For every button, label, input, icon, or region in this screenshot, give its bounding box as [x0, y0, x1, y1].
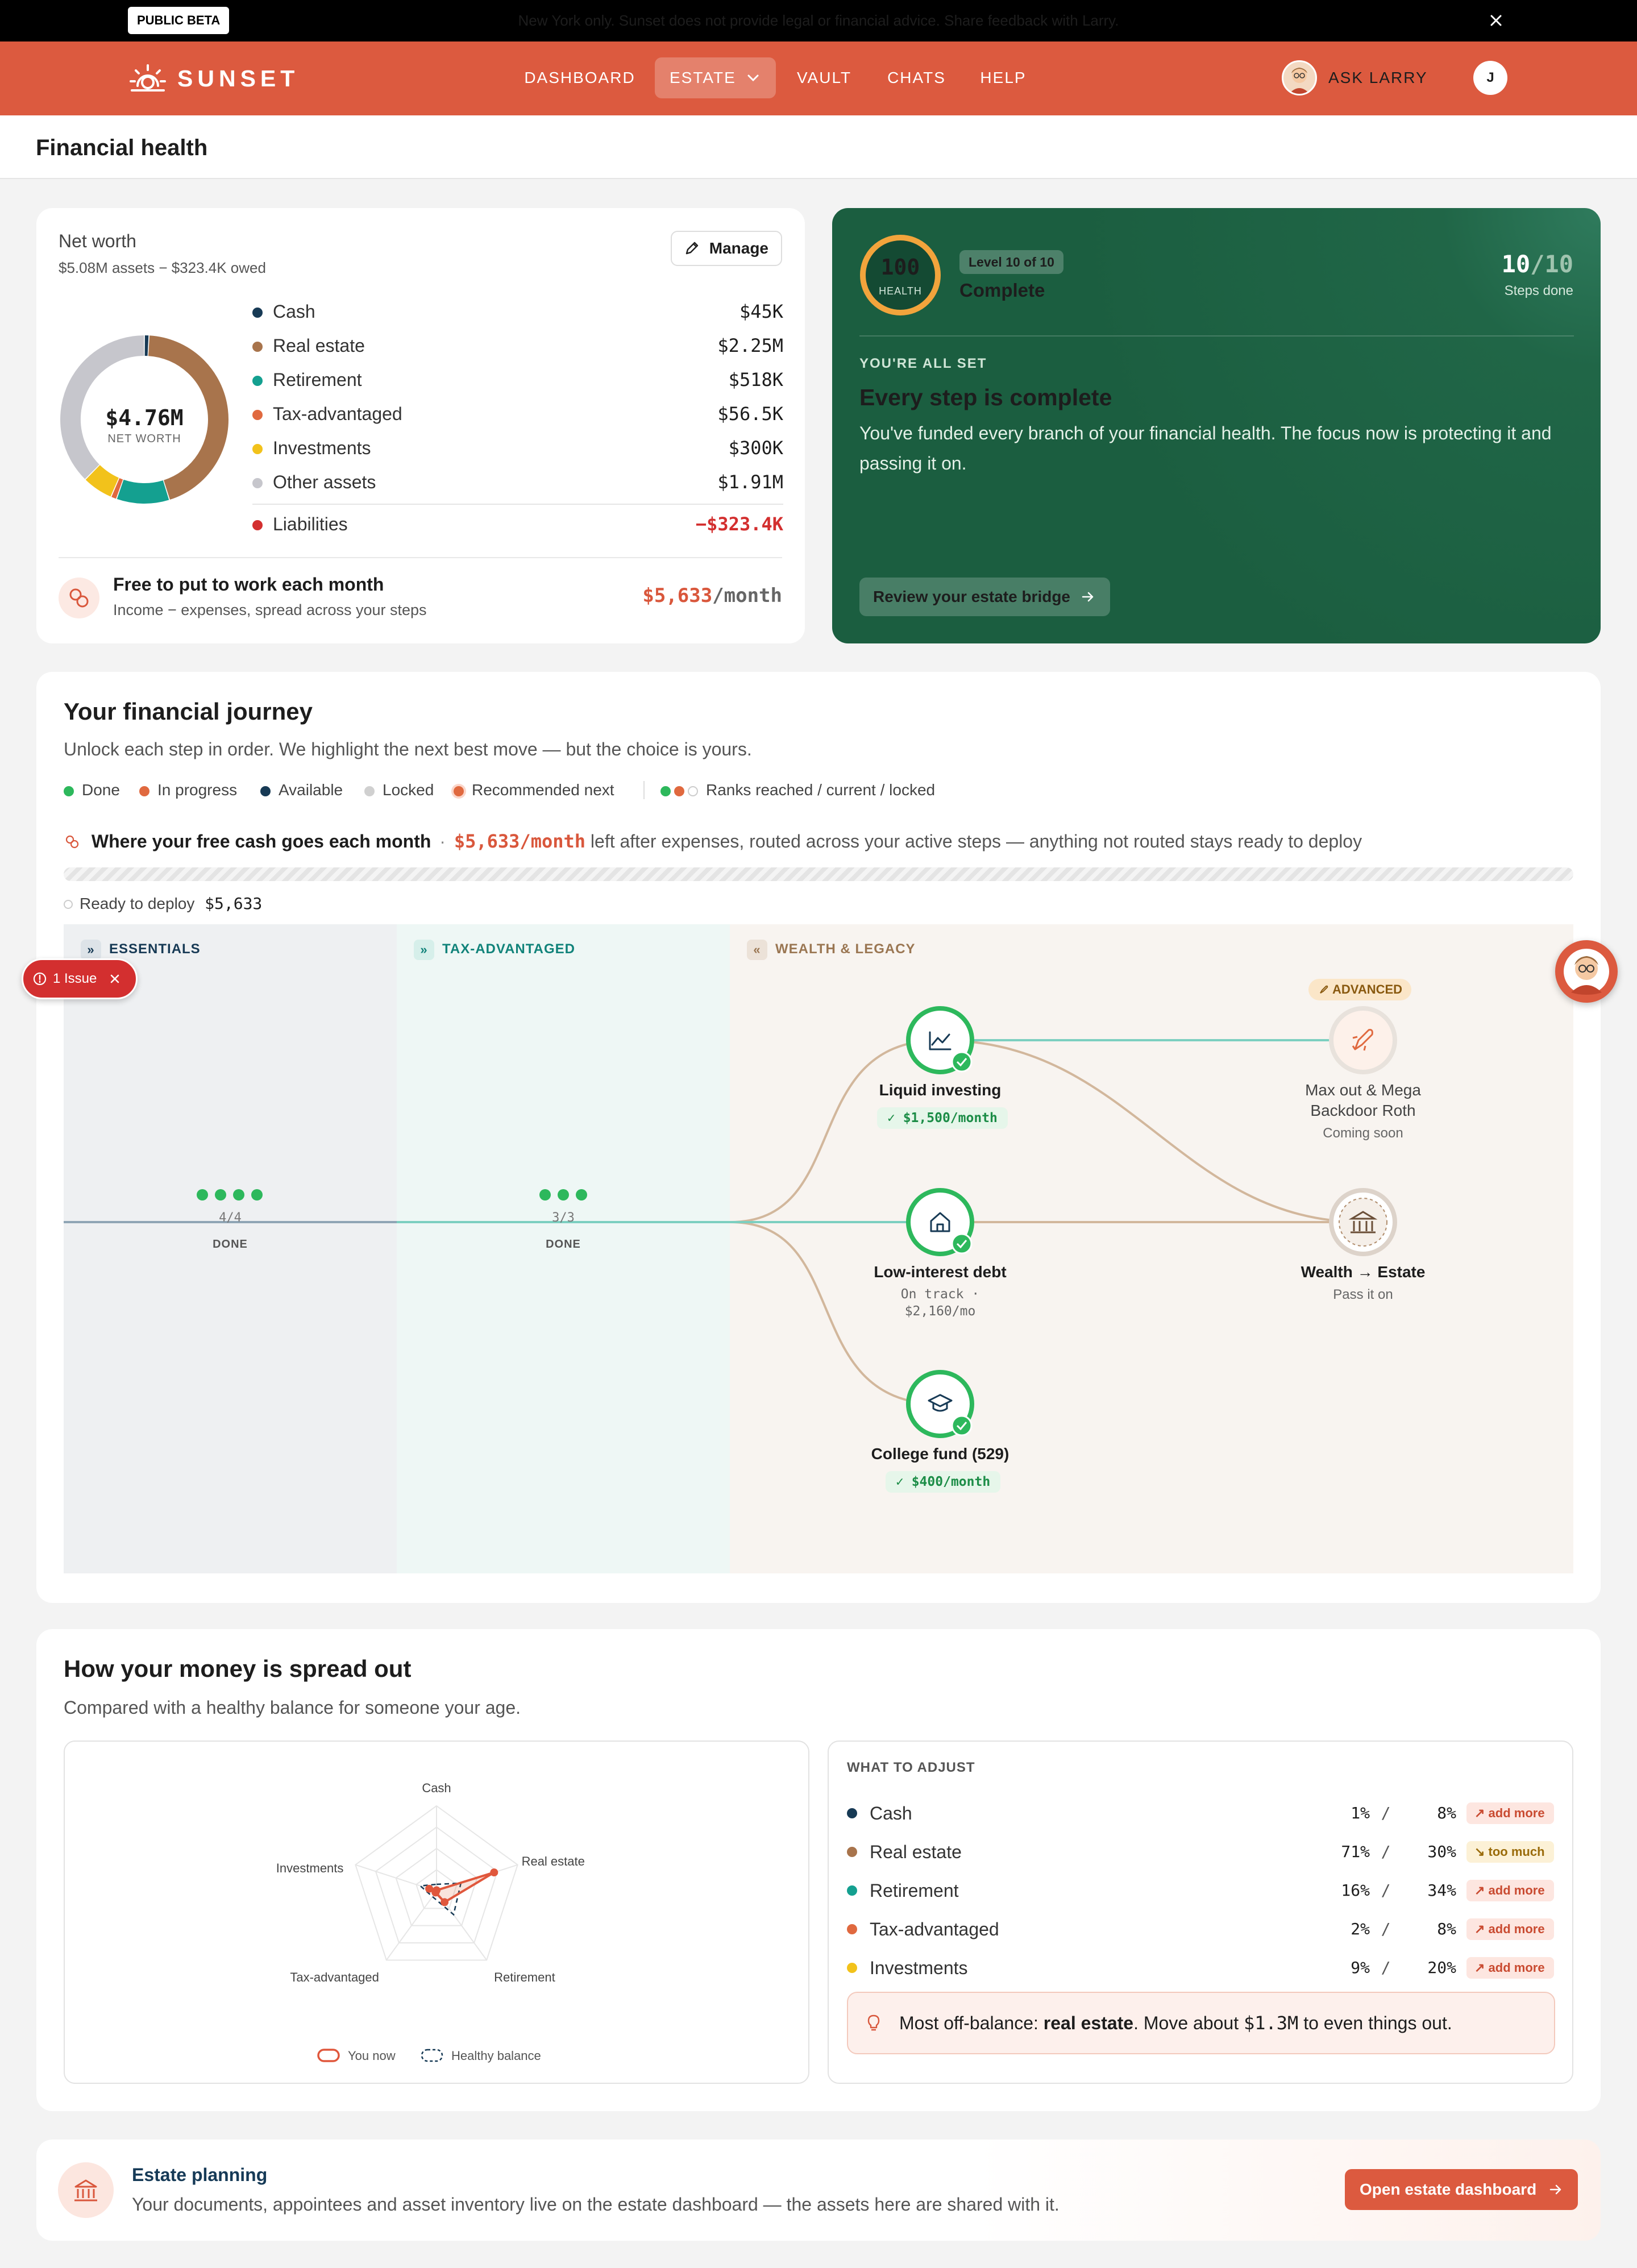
legend-dot: [252, 342, 263, 352]
wealth-estate-status: Pass it on: [1333, 1287, 1393, 1302]
manage-label: Manage: [709, 239, 768, 257]
level-badge: Level 10 of 10: [959, 250, 1063, 274]
node-wealth-estate: [1331, 1190, 1395, 1254]
adjust-name: Cash: [870, 1803, 912, 1823]
cash-routing-label: Where your free cash goes each month: [91, 831, 431, 851]
adjust-dot: [847, 1847, 857, 1857]
essentials-count: 4/4: [219, 1211, 242, 1225]
nav-help[interactable]: HELP: [980, 69, 1027, 86]
adjust-row-tax-advantaged: [847, 1910, 1555, 1949]
tax-count: 3/3: [552, 1211, 575, 1225]
adjust-badge[interactable]: ↗ add more: [1466, 1957, 1554, 1979]
logo-wordmark[interactable]: SUNSET: [177, 65, 300, 92]
adjust-dot: [847, 1963, 857, 1973]
legend-value: $45K: [739, 301, 783, 322]
net-worth-label: Net worth: [59, 231, 136, 251]
all-set-eyebrow: YOU'RE ALL SET: [859, 356, 987, 371]
legend-row-tax-advantaged: [252, 397, 783, 431]
banner-text: New York only. Sunset does not provide legal or financial advice. Share feedback with Larry.: [518, 12, 1119, 29]
radar-point-retirement: [441, 1898, 448, 1906]
legend-dot: [252, 376, 263, 386]
legend-name: Retirement: [273, 369, 362, 390]
legend-recommended: Recommended next: [454, 780, 614, 800]
free-cash-title: Free to put to work each month: [113, 574, 384, 595]
legend-done: Done: [64, 780, 120, 800]
adjust-title: WHAT TO ADJUST: [847, 1760, 975, 1775]
radar-axis-label: Retirement: [494, 1970, 555, 1985]
cash-routing-amount: $5,633/month: [454, 830, 586, 852]
all-set-title: Every step is complete: [859, 384, 1112, 410]
low-interest-debt-amount: $2,160/mo: [904, 1304, 976, 1319]
rocket-icon: [1318, 983, 1330, 996]
legend-ranks: Ranks reached / current / locked: [660, 780, 935, 800]
legend-locked: Locked: [364, 780, 434, 800]
legend-row-cash: [252, 294, 783, 329]
coins-icon: [64, 833, 81, 850]
legend-dot: [252, 478, 263, 488]
close-icon[interactable]: [109, 973, 121, 985]
advice-callout: Most off-balance: real estate. Move about $1.3M to even things out.: [847, 1992, 1555, 2054]
lane-tax-title: » TAX-ADVANTAGED: [414, 937, 575, 962]
low-interest-debt-label[interactable]: Low-interest debt: [874, 1263, 1007, 1281]
legend-row-retirement: [252, 363, 783, 397]
open-estate-dashboard-label: Open estate dashboard: [1360, 2180, 1537, 2198]
liquid-investing-pill: ✓ $1,500/month: [877, 1107, 1008, 1129]
spread-subtitle: Compared with a healthy balance for someone your age.: [64, 1697, 521, 1718]
adjust-row-cash: [847, 1794, 1555, 1833]
adjust-now: 16%: [1341, 1881, 1370, 1900]
liabilities-name: Liabilities: [273, 514, 348, 534]
adjust-now: 2%: [1351, 1920, 1370, 1938]
journey-title: Your financial journey: [64, 698, 313, 725]
legend-value: $2.25M: [717, 335, 783, 356]
lane-essentials-title: » ESSENTIALS: [81, 937, 201, 962]
adjust-now: 9%: [1351, 1958, 1370, 1977]
issue-pill[interactable]: [22, 958, 138, 999]
adjust-separator: /: [1381, 1881, 1391, 1900]
adjust-row-real-estate: [847, 1833, 1555, 1871]
adjust-name: Real estate: [870, 1842, 962, 1862]
liabilities-dot: [252, 520, 263, 530]
lane-wealth-title: « WEALTH & LEGACY: [747, 937, 916, 962]
legend-value: $1.91M: [717, 471, 783, 493]
donut-segment-retirement: [121, 489, 166, 493]
page-titlebar: [0, 115, 1637, 179]
legend-row-liabilities: [252, 507, 783, 541]
legend-value: $300K: [728, 437, 783, 459]
free-cash-amount: $5,633/month: [642, 584, 782, 607]
health-score-label: HEALTH: [879, 285, 922, 297]
essentials-done: DONE: [213, 1238, 248, 1251]
nav-estate[interactable]: [655, 57, 776, 98]
low-interest-debt-status: On track ·: [900, 1287, 980, 1302]
adjust-separator: /: [1381, 1804, 1391, 1822]
nav-chats[interactable]: CHATS: [887, 69, 946, 86]
adjust-dot: [847, 1885, 857, 1896]
legend-divider: [252, 504, 783, 505]
node-liquid-investing: [908, 1008, 972, 1072]
bank-icon: [58, 2162, 114, 2218]
legend-row-investments: [252, 431, 783, 465]
review-estate-bridge-label: Review your estate bridge: [873, 588, 1071, 605]
legend-name: Other assets: [273, 472, 376, 492]
adjust-name: Investments: [870, 1958, 968, 1978]
page-title: Financial health: [36, 135, 208, 160]
adjust-name: Retirement: [870, 1880, 959, 1901]
larry-chat-button[interactable]: [1555, 940, 1618, 1003]
adjust-dot: [847, 1924, 857, 1934]
estate-planning-title: Estate planning: [132, 2165, 268, 2185]
user-avatar[interactable]: J: [1473, 61, 1507, 95]
adjust-dot: [847, 1808, 857, 1818]
net-worth-donut: [58, 333, 231, 506]
legend-value: $518K: [728, 369, 783, 391]
mega-roth-status: Coming soon: [1323, 1125, 1403, 1141]
adjust-badge[interactable]: ↘ too much: [1466, 1841, 1554, 1863]
sun-logo-icon[interactable]: [126, 57, 169, 101]
legend-dot: [252, 308, 263, 318]
adjust-separator: /: [1381, 1920, 1391, 1938]
radar-point-investments: [425, 1885, 433, 1893]
legend-value: $56.5K: [717, 403, 783, 425]
college-fund-label[interactable]: College fund (529): [871, 1445, 1009, 1463]
net-worth-total: $4.76M: [105, 405, 184, 430]
advanced-badge: ADVANCED: [1308, 979, 1411, 1000]
adjust-separator: /: [1381, 1842, 1391, 1861]
pencil-icon: [683, 240, 700, 257]
nav-vault[interactable]: VAULT: [796, 69, 852, 86]
radar-axis-label: Real estate: [521, 1854, 585, 1868]
adjust-separator: /: [1381, 1958, 1391, 1977]
manage-button[interactable]: [671, 231, 782, 266]
cash-routing-row: Where your free cash goes each month · $5,633/month left after expenses, routed across your active steps — anything not routed stays ready to deploy: [64, 830, 1362, 853]
donut-segment-investments: [93, 472, 114, 487]
adjust-name: Tax-advantaged: [870, 1919, 999, 1939]
nav-estate-label: ESTATE: [670, 69, 736, 86]
wealth-estate-label[interactable]: Wealth → Estate: [1301, 1263, 1426, 1281]
adjust-target: 34%: [1427, 1881, 1456, 1900]
legend-in-progress: In progress: [139, 780, 237, 800]
ask-larry-button[interactable]: ASK LARRY: [1328, 69, 1428, 86]
legend-name: Cash: [273, 301, 315, 322]
lightbulb-icon: [864, 2013, 883, 2033]
nav-dashboard[interactable]: DASHBOARD: [524, 69, 635, 86]
adjust-target: 20%: [1427, 1958, 1456, 1977]
net-worth-total-label: NET WORTH: [107, 433, 181, 445]
adjust-row-investments: [847, 1949, 1555, 1987]
legend-you-swatch: [318, 2050, 339, 2061]
lane-wealth-bg: [730, 924, 1573, 1573]
spread-title: How your money is spread out: [64, 1655, 412, 1682]
journey-subtitle: Unlock each step in order. We highlight the next best move — but the choice is yours.: [64, 739, 752, 759]
adjust-badge[interactable]: ↗ add more: [1466, 1918, 1554, 1940]
adjust-target: 8%: [1437, 1804, 1456, 1822]
free-cash-subtitle: Income − expenses, spread across your steps: [113, 601, 427, 618]
legend-name: Real estate: [273, 335, 365, 356]
adjust-now: 71%: [1341, 1842, 1370, 1861]
legend-dot: [252, 444, 263, 454]
cash-routing-bar: [64, 867, 1573, 881]
adjust-badge[interactable]: ↗ add more: [1466, 1880, 1554, 1901]
adjust-badge[interactable]: ↗ add more: [1466, 1802, 1554, 1824]
alert-circle-icon: [32, 971, 47, 986]
arrow-right-icon: [1081, 589, 1095, 604]
legend-row-real-estate: [252, 329, 783, 363]
radar-axis-label: Tax-advantaged: [290, 1970, 379, 1985]
legend-dot: [252, 410, 263, 420]
net-worth-divider: [59, 557, 782, 558]
radar-axis-label: Cash: [422, 1781, 451, 1795]
legend-row-other-assets: [252, 465, 783, 499]
legend-available: Available: [260, 780, 343, 800]
node-low-interest-debt: [908, 1190, 972, 1254]
legend-you-label: You now: [348, 2049, 396, 2063]
legend-name: Investments: [273, 438, 371, 458]
ready-to-deploy: Ready to deploy $5,633: [64, 892, 262, 915]
legend-name: Tax-advantaged: [273, 404, 402, 424]
net-worth-subtitle: $5.08M assets − $323.4K owed: [59, 259, 266, 276]
issue-label: 1 Issue: [53, 971, 97, 986]
beta-badge: PUBLIC BETA: [128, 7, 229, 34]
allocation-radar-chart: [64, 1741, 809, 2084]
legend-divider-vertical: [643, 781, 645, 799]
node-college-fund: [908, 1372, 972, 1436]
adjust-target: 8%: [1437, 1920, 1456, 1938]
level-status: Complete: [959, 280, 1045, 301]
tax-rank-dots: [539, 1189, 587, 1201]
review-estate-bridge-button[interactable]: [859, 578, 1110, 616]
health-divider: [859, 335, 1574, 337]
adjust-now: 1%: [1351, 1804, 1370, 1822]
health-score: 100: [880, 255, 920, 280]
liabilities-value: −$323.4K: [695, 513, 783, 535]
chevron-down-icon: [745, 72, 761, 84]
close-icon[interactable]: [1484, 8, 1509, 33]
coins-icon: [59, 578, 99, 618]
open-estate-dashboard-button[interactable]: [1345, 2169, 1578, 2210]
all-set-body: You've funded every branch of your financial health. The focus now is protecting it and passing it on.: [859, 423, 1552, 473]
node-mega-backdoor-roth: [1331, 1008, 1395, 1072]
adjust-target: 30%: [1427, 1842, 1456, 1861]
mega-roth-label-line1[interactable]: Max out & Mega: [1305, 1081, 1421, 1099]
radar-point-real-estate: [490, 1868, 498, 1876]
tax-done: DONE: [546, 1238, 581, 1251]
college-fund-pill: ✓ $400/month: [886, 1471, 1000, 1493]
radar-axis-label: Investments: [276, 1860, 344, 1875]
adjust-row-retirement: [847, 1871, 1555, 1910]
mega-roth-label-line2[interactable]: Backdoor Roth: [1310, 1102, 1416, 1119]
arrow-right-icon: [1548, 2182, 1563, 2197]
steps-done-label: Steps done: [1504, 283, 1573, 298]
legend-healthy-swatch: [422, 2050, 442, 2061]
legend-healthy-label: Healthy balance: [451, 2049, 541, 2063]
cash-routing-text: left after expenses, routed across your active steps — anything not routed stays ready to deploy: [590, 831, 1362, 851]
larry-avatar[interactable]: [1282, 60, 1317, 95]
estate-planning-subtitle: Your documents, appointees and asset inventory live on the estate dashboard — the assets here are shared with it.: [132, 2194, 1060, 2215]
liquid-investing-label[interactable]: Liquid investing: [879, 1081, 1002, 1099]
donut-segment-tax-advantaged: [115, 488, 119, 489]
steps-done-count: 10/10: [1501, 250, 1573, 278]
